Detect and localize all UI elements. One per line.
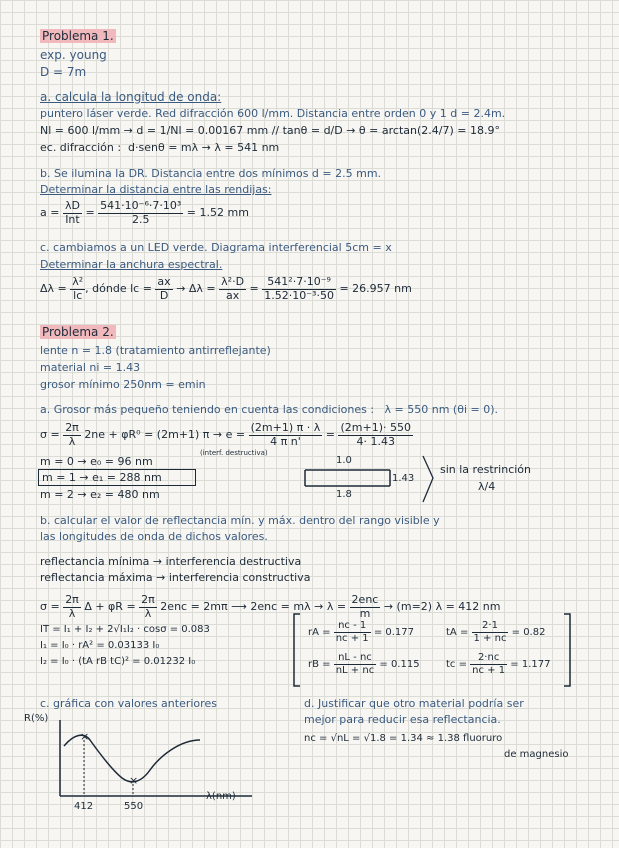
p2a-m2: m = 2 → e₂ = 480 nm [40, 488, 160, 501]
p1a-heading: a. calcula la longitud de onda: [40, 90, 222, 104]
p2a-note: (interf. destructiva) [200, 449, 268, 457]
problem-2-title: Problema 2. [42, 325, 114, 339]
p2a-side1: sin la restrinción [440, 463, 531, 476]
p1-subtitle: exp. young [40, 48, 107, 62]
min-marker: × [129, 774, 139, 787]
p2d-material: de magnesio [504, 749, 569, 760]
p1b-equation: a = $\frac{\lambda D}{\text{Int}}$ = $\frac{\text{541·10⁻⁶·7·10³}}{2.5}$ = 1.52 mm [40, 199, 249, 226]
p2d-heading1: d. Justificar que otro material podría ser [304, 697, 524, 710]
graph-tick-412: 412 [74, 801, 94, 812]
p2b-i1: I₁ = I₀ · rA² = 0.03133 I₀ [40, 640, 160, 651]
p2d-formula: nc = √nL = √1.8 = 1.34 ≈ 1.38 fluoruro [304, 733, 503, 744]
bracket-right [564, 614, 570, 686]
p2c-heading: c. gráfica con valores anteriores [40, 697, 217, 710]
max-marker: × [80, 730, 90, 743]
p1b-heading: b. Se ilumina la DR. Distancia entre dos mínimos d = 2.5 mm. [40, 167, 382, 180]
p2a-m0: m = 0 → e₀ = 96 nm [40, 455, 153, 468]
p2b-rmin: reflectancia mínima → interferencia destructiva [40, 555, 302, 568]
bracket-left [294, 614, 300, 686]
coef-rb: rB = $\frac{nL - nc}{nL + nc}$ = 0.115 [308, 652, 420, 676]
p2a-equation: σ = $\frac{2\pi}{\lambda}$ 2ne + φR⁰ = (2m+1) π → e = $\frac{(2m+1) \pi \cdot \lambda}{\text{4 π n'}}$ = $\frac{(2m+1)\cdot 550}{4\cdot 1.43}$ [40, 421, 411, 448]
p2-lens: lente n = 1.8 (tratamiento antirreflejante) [40, 344, 271, 357]
p2b-equation: σ = $\frac{2\pi}{\lambda}$ Δ + φR = $\frac{2\pi}{\lambda}$ 2enc = 2mπ ⟶ 2enc = mλ → λ = $\frac{\text{2enc}}{m}$ → (m=2) λ = 412 nm [40, 593, 501, 620]
p1a-statement: puntero láser verde. Red difracción 600 l/mm. Distancia entre orden 0 y 1 d = 2.4m. [40, 107, 506, 120]
p2-material: material ni = 1.43 [40, 361, 141, 374]
layer-n-film: 1.43 [392, 473, 415, 484]
coef-ta: tA = $\frac{2\cdot 1}{1 + nc}$ = 0.82 [446, 620, 546, 644]
p2b-heading2: las longitudes de onda de dichos valores. [40, 530, 268, 543]
p1c-heading: c. cambiamos a un LED verde. Diagrama interferencial 5cm = x [40, 241, 392, 254]
graph-xlabel: λ(nm) [206, 791, 236, 802]
p2b-it: IT = I₁ + I₂ + 2√I₁I₂ · cosσ = 0.083 [40, 624, 210, 635]
p2d-heading2: mejor para reducir esa reflectancia. [304, 713, 501, 726]
problem-1-title: Problema 1. [42, 29, 114, 43]
graph-tick-550: 550 [124, 801, 144, 812]
coef-tc: tc = $\frac{2\cdot nc}{nc + 1}$ = 1.177 [446, 652, 551, 676]
coef-ra: rA = $\frac{nc - 1}{nc + 1}$ = 0.177 [308, 620, 415, 644]
p2a-m1: m = 1 → e₁ = 288 nm [42, 471, 162, 484]
p2-thickness: grosor mínimo 250nm = emin [40, 378, 206, 391]
p1-distance: D = 7m [40, 65, 87, 79]
p2b-rmax: reflectancia máxima → interferencia constructiva [40, 571, 311, 584]
p2a-side2: λ/4 [478, 480, 496, 493]
p1a-line2: ec. difracción : d·senθ = mλ → λ = 541 nm [40, 141, 280, 154]
p2a-heading: a. Grosor más pequeño teniendo en cuenta las condiciones : λ = 550 nm (θi = 0). [40, 403, 499, 416]
layer-n-lens: 1.8 [336, 489, 352, 500]
p2b-i2: I₂ = I₀ · (tA rB tC)² = 0.01232 I₀ [40, 656, 196, 667]
graph-ylabel: R(%) [24, 713, 49, 724]
p1c-task: Determinar la anchura espectral. [40, 258, 223, 271]
p1c-equation: Δλ = $\frac{\text{λ²}}{lc}$ , dónde lc = $\frac{ax}{D}$ → Δλ = $\frac{\text{λ²·D}}{ax}$ = $\frac{\text{541²·7·10⁻⁹}}{\text{1.52·10⁻³·50}}$ = 26.957 nm [40, 275, 412, 302]
p2b-heading1: b. calcular el valor de reflectancia mín. y máx. dentro del rango visible y [40, 514, 440, 527]
p1b-task: Determinar la distancia entre las rendijas: [40, 183, 272, 196]
layer-n-air: 1.0 [336, 455, 352, 466]
layer-brace [423, 456, 433, 502]
p1a-line1: Nl = 600 l/mm → d = 1/Nl = 0.00167 mm // tanθ = d/D → θ = arctan(2.4/7) = 18.9° [40, 124, 500, 137]
